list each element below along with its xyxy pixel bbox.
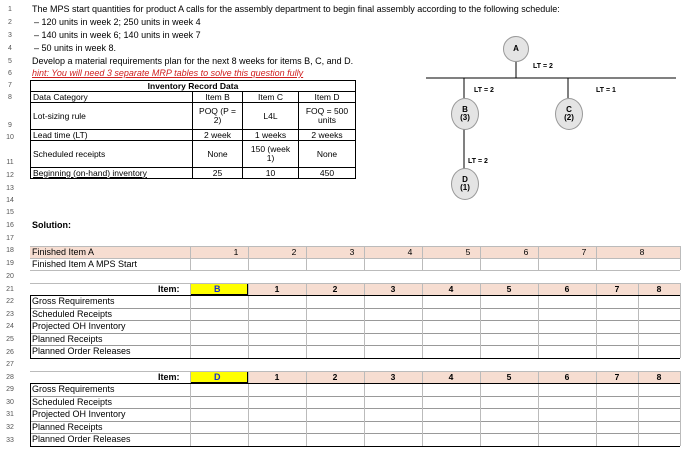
- lot-sizing-c: L4L: [242, 103, 298, 129]
- row-number: 9: [8, 122, 12, 129]
- grid-line: [30, 408, 680, 409]
- beginning-b: 25: [192, 167, 242, 179]
- header-data-category: Data Category: [30, 91, 192, 103]
- week-number: 2: [332, 372, 338, 382]
- week-number: 4: [448, 372, 454, 382]
- week-number: 3: [390, 372, 396, 382]
- lead-time-b: LT = 2: [474, 87, 494, 94]
- scheduled-label: Scheduled receipts: [30, 141, 192, 167]
- row-number: 15: [6, 209, 14, 216]
- grid-line: [30, 345, 680, 346]
- mrp-row-label: Projected OH Inventory: [32, 321, 126, 332]
- grid-line: [30, 295, 31, 358]
- row-number: 33: [6, 437, 14, 444]
- grid-line: [30, 308, 680, 309]
- lead-time-label: Lead time (LT): [30, 129, 192, 141]
- row-number: 11: [6, 159, 14, 166]
- grid-line: [30, 358, 680, 359]
- week-number: 6: [564, 284, 570, 294]
- header-item-c: Item C: [242, 91, 298, 103]
- mrp-row-label: Gross Requirements: [32, 384, 115, 394]
- finished-item-label: Finished Item A: [32, 247, 95, 257]
- week-number: 5: [465, 247, 471, 257]
- mrp-row-label: Scheduled Receipts: [32, 308, 113, 319]
- week-number: 4: [448, 284, 454, 294]
- row-number: 6: [8, 70, 12, 77]
- week-number: 1: [274, 372, 280, 382]
- grid-line: [30, 283, 680, 284]
- week-number: 7: [614, 372, 620, 382]
- week-number: 7: [614, 284, 620, 294]
- scheduled-d: None: [298, 141, 356, 167]
- row-number: 21: [6, 286, 14, 293]
- grid-line: [306, 246, 307, 270]
- week-number: 8: [656, 284, 662, 294]
- row-number: 22: [6, 298, 14, 305]
- lead-time-c: 1 weeks: [242, 129, 298, 141]
- row-number: 3: [8, 32, 12, 39]
- problem-line-4: – 50 units in week 8.: [34, 43, 117, 53]
- beginning-c: 10: [242, 167, 298, 179]
- row-number: 26: [6, 349, 14, 356]
- header-item-d: Item D: [298, 91, 356, 103]
- grid-line: [680, 246, 681, 270]
- grid-line: [248, 246, 249, 270]
- row-number: 12: [6, 172, 14, 179]
- inventory-record-table: [30, 80, 356, 182]
- week-number: 8: [656, 372, 662, 382]
- week-number: 7: [581, 247, 587, 257]
- lead-time-d: 2 weeks: [298, 129, 356, 141]
- grid-line: [30, 333, 680, 334]
- node-a: A: [503, 36, 529, 62]
- mrp-row-label: Scheduled Receipts: [32, 396, 113, 407]
- week-number: 1: [274, 284, 280, 294]
- scheduled-c: 150 (week 1): [242, 141, 298, 167]
- lot-sizing-d: FOQ = 500 units: [298, 103, 356, 129]
- problem-line-5: Develop a material requirements plan for the next 8 weeks for items B, C, and D.: [32, 56, 354, 66]
- week-number: 4: [407, 247, 413, 257]
- grid-line: [596, 246, 597, 270]
- row-number: 30: [6, 399, 14, 406]
- week-number: 2: [332, 284, 338, 294]
- grid-line: [30, 396, 680, 397]
- row-number: 5: [8, 58, 12, 65]
- row-number: 8: [8, 94, 12, 101]
- grid-line: [680, 283, 681, 358]
- hint-text: hint: You will need 3 separate MRP tables to solve this question fully: [32, 68, 304, 78]
- problem-line-2: – 120 units in week 2; 250 units in week 4: [34, 17, 201, 27]
- grid-line: [30, 383, 31, 446]
- row-number: 10: [6, 134, 14, 141]
- row-number: 18: [6, 247, 14, 254]
- mrp-row-label: Projected OH Inventory: [32, 409, 126, 420]
- item-b-name: B: [214, 284, 221, 294]
- header-item-b: Item B: [192, 91, 242, 103]
- grid-line: [30, 433, 680, 434]
- node-b: B (3): [451, 98, 479, 130]
- mrp-row-label: Planned Receipts: [32, 421, 103, 432]
- row-number: 32: [6, 424, 14, 431]
- week-number: 6: [564, 372, 570, 382]
- row-number: 31: [6, 411, 14, 418]
- row-number: 2: [8, 19, 12, 26]
- item-label: Item:: [158, 284, 180, 294]
- problem-line-3: – 140 units in week 6; 140 units in week 7: [34, 30, 201, 40]
- row-number: 23: [6, 311, 14, 318]
- item-label: Item:: [158, 372, 180, 382]
- node-c: C (2): [555, 98, 583, 130]
- mrp-row-label: Planned Receipts: [32, 333, 103, 344]
- scheduled-b: None: [192, 141, 242, 167]
- row-number: 24: [6, 323, 14, 330]
- record-title: Inventory Record Data: [30, 80, 356, 91]
- grid-line: [538, 246, 539, 270]
- node-d: D (1): [451, 168, 479, 200]
- week-number: 5: [506, 284, 512, 294]
- row-number: 4: [8, 45, 12, 52]
- row-number: 1: [8, 6, 12, 13]
- beginning-label: Beginning (on-hand) inventory: [30, 167, 192, 179]
- mps-start-label: Finished Item A MPS Start: [32, 259, 138, 269]
- item-d-name: D: [214, 372, 221, 382]
- grid-line: [30, 371, 680, 372]
- beginning-d: 450: [298, 167, 356, 179]
- grid-line: [30, 421, 680, 422]
- grid-line: [190, 246, 191, 270]
- week-number: 3: [390, 284, 396, 294]
- week-number: 3: [349, 247, 355, 257]
- grid-line: [480, 246, 481, 270]
- week-number: 5: [506, 372, 512, 382]
- problem-line-1: The MPS start quantities for product A calls for the assembly department to begin final assembly according to the following schedule:: [32, 4, 560, 14]
- week-number: 1: [233, 247, 239, 257]
- row-number: 14: [6, 197, 14, 204]
- grid-line: [364, 246, 365, 270]
- mrp-row-label: Planned Order Releases: [32, 434, 131, 445]
- row-number: 28: [6, 374, 14, 381]
- grid-line: [30, 383, 680, 384]
- lead-time-c: LT = 1: [596, 87, 616, 94]
- row-number: 20: [6, 273, 14, 280]
- mrp-row-label: Planned Order Releases: [32, 346, 131, 357]
- lead-time-d: LT = 2: [468, 158, 488, 165]
- row-number: 19: [6, 260, 14, 267]
- grid-line: [30, 446, 680, 447]
- row-number: 16: [6, 222, 14, 229]
- row-number: 7: [8, 82, 12, 89]
- grid-line: [30, 320, 680, 321]
- grid-line: [680, 371, 681, 446]
- lot-sizing-label: Lot-sizing rule: [30, 103, 192, 129]
- row-number: 25: [6, 336, 14, 343]
- lead-time-b: 2 week: [192, 129, 242, 141]
- lead-time-a: LT = 2: [533, 63, 553, 70]
- grid-line: [30, 258, 680, 259]
- week-number: 8: [639, 247, 645, 257]
- mrp-row-label: Gross Requirements: [32, 296, 115, 306]
- grid-line: [30, 295, 680, 296]
- week-number: 2: [291, 247, 297, 257]
- row-number: 17: [6, 235, 14, 242]
- row-number: 27: [6, 361, 14, 368]
- grid-line: [30, 270, 680, 271]
- row-number: 29: [6, 386, 14, 393]
- week-number: 6: [523, 247, 529, 257]
- lot-sizing-b: POQ (P = 2): [192, 103, 242, 129]
- row-number: 13: [6, 185, 14, 192]
- solution-label: Solution:: [32, 220, 71, 230]
- grid-line: [422, 246, 423, 270]
